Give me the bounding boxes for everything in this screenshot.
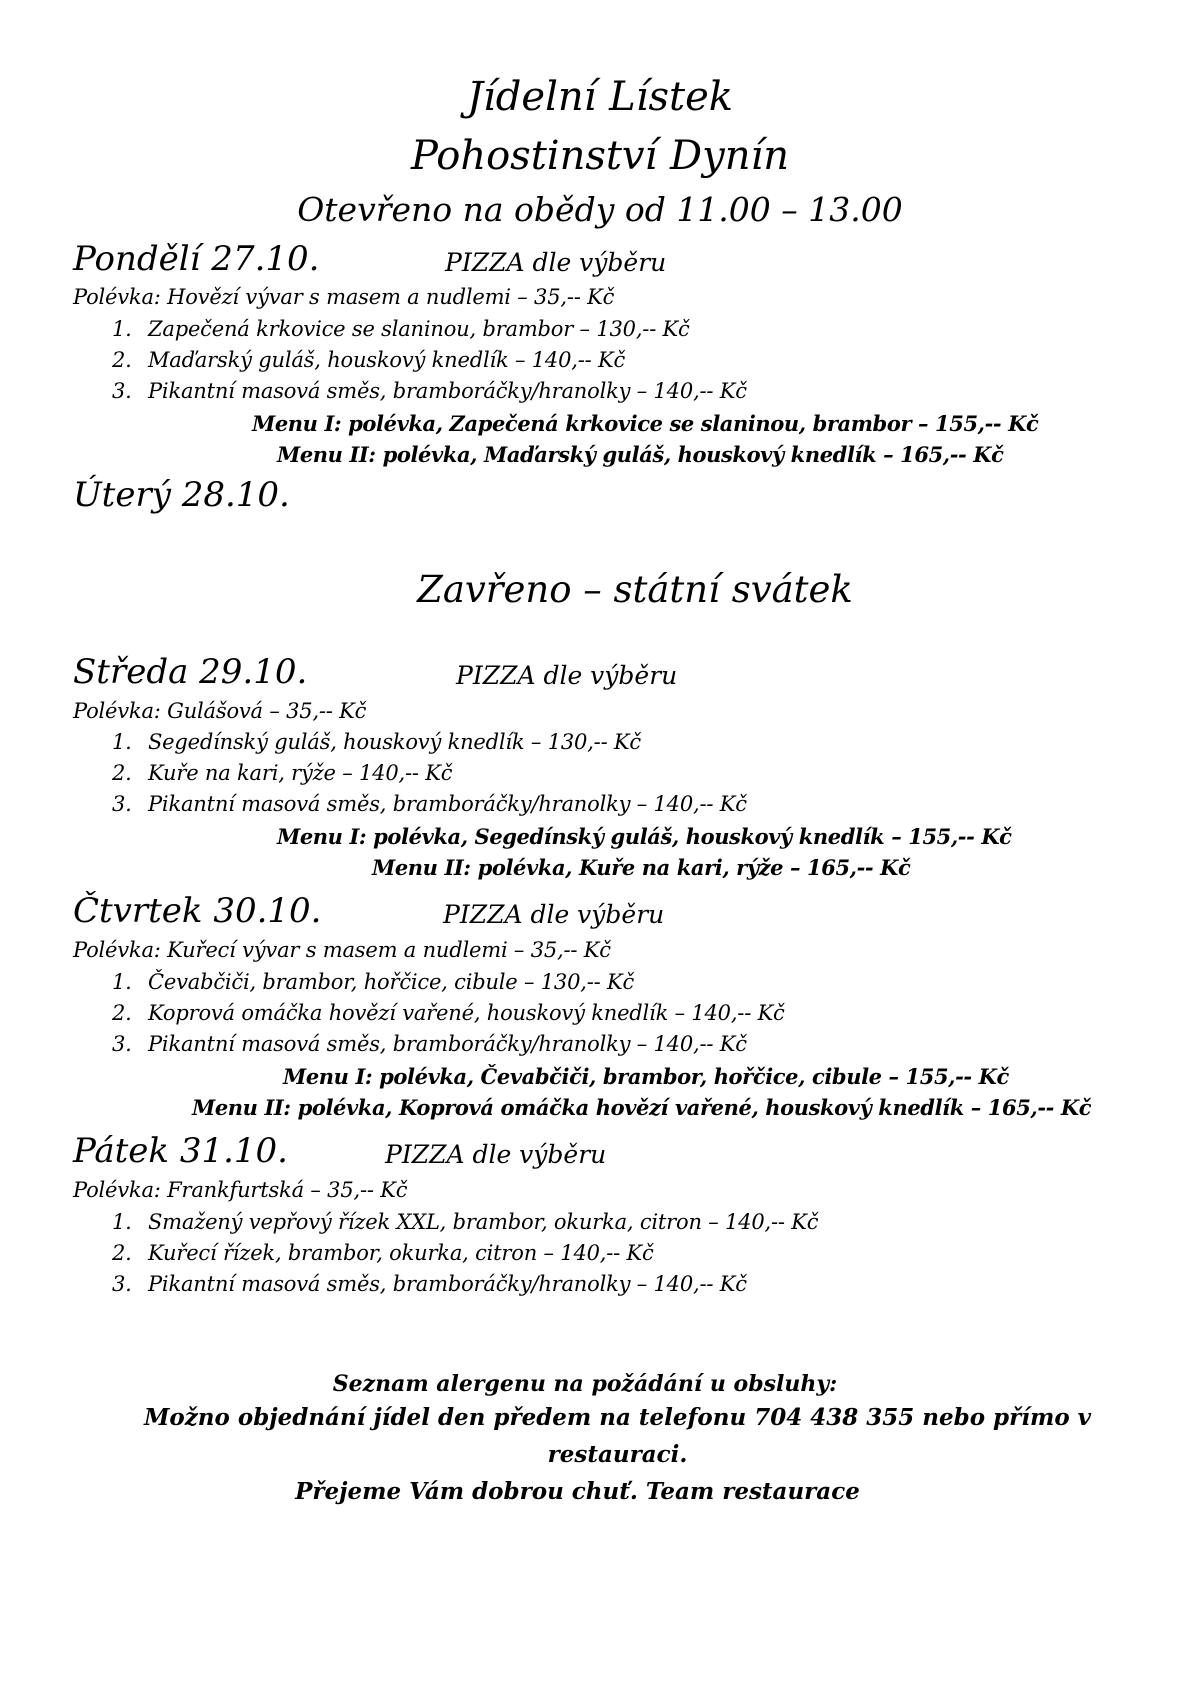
menu-offer: Menu II: polévka, Maďarský guláš, houskový knedlík – 165,-- Kč (277, 442, 1004, 467)
order-note-continued: restauraci. (547, 1441, 688, 1468)
order-note: Možno objednání jídel den předem na telefonu 704 438 355 nebo přímo v (143, 1404, 1092, 1431)
list-item: 3. Pikantní masová směs, bramboráčky/hranolky – 140,-- Kč (112, 379, 747, 403)
closed-notice: Zavřeno – státní svátek (417, 568, 853, 611)
closing-wish: Přejeme Vám dobrou chuť. Team restaurace (295, 1478, 860, 1505)
soup-line: Polévka: Frankfurtská – 35,-- Kč (73, 1178, 408, 1202)
menu-offer: Menu I: polévka, Zapečená krkovice se slaninou, brambor – 155,-- Kč (252, 411, 1039, 436)
list-item: 2. Maďarský guláš, houskový knedlík – 140,-- Kč (112, 348, 626, 372)
day-heading: Středa 29.10. (73, 652, 308, 692)
menu-title: Jídelní Lístek (466, 74, 734, 120)
day-heading: Pondělí 27.10. (73, 239, 320, 279)
pizza-note: PIZZA dle výběru (456, 661, 678, 690)
soup-line: Polévka: Gulášová – 35,-- Kč (73, 699, 367, 723)
menu-offer: Menu I: polévka, Segedínský guláš, houskový knedlík – 155,-- Kč (277, 824, 1012, 849)
restaurant-name: Pohostinství Dynín (410, 133, 790, 179)
list-item: 2. Koprová omáčka hovězí vařené, houskový knedlík – 140,-- Kč (112, 1001, 785, 1025)
menu-offer: Menu I: polévka, Čevabčiči, brambor, hořčice, cibule – 155,-- Kč (283, 1064, 1009, 1089)
soup-line: Polévka: Hovězí vývar s masem a nudlemi – 35,-- Kč (73, 285, 615, 309)
list-item: 1. Zapečená krkovice se slaninou, brambor – 130,-- Kč (112, 317, 690, 341)
list-item: 1. Čevabčiči, brambor, hořčice, cibule – 130,-- Kč (112, 970, 635, 994)
list-item: 3. Pikantní masová směs, bramboráčky/hranolky – 140,-- Kč (112, 792, 747, 816)
list-item: 1. Segedínský guláš, houskový knedlík – 130,-- Kč (112, 730, 641, 754)
allergen-note: Seznam alergenu na požádání u obsluhy: (332, 1371, 838, 1397)
list-item: 3. Pikantní masová směs, bramboráčky/hranolky – 140,-- Kč (112, 1032, 747, 1056)
soup-line: Polévka: Kuřecí vývar s masem a nudlemi – 35,-- Kč (73, 938, 611, 962)
list-item: 1. Smažený vepřový řízek XXL, brambor, okurka, citron – 140,-- Kč (112, 1210, 819, 1234)
list-item: 2. Kuřecí řízek, brambor, okurka, citron – 140,-- Kč (112, 1241, 654, 1265)
pizza-note: PIZZA dle výběru (385, 1140, 607, 1169)
pizza-note: PIZZA dle výběru (443, 900, 665, 929)
opening-hours: Otevřeno na obědy od 11.00 – 13.00 (297, 190, 903, 229)
list-item: 3. Pikantní masová směs, bramboráčky/hranolky – 140,-- Kč (112, 1272, 747, 1296)
menu-offer: Menu II: polévka, Kuře na kari, rýže – 165,-- Kč (372, 855, 911, 880)
day-heading: Úterý 28.10. (73, 475, 290, 515)
day-heading: Čtvrtek 30.10. (73, 891, 322, 931)
list-item: 2. Kuře na kari, rýže – 140,-- Kč (112, 761, 453, 785)
day-heading: Pátek 31.10. (73, 1131, 288, 1171)
menu-offer: Menu II: polévka, Koprová omáčka hovězí vařené, houskový knedlík – 165,-- Kč (192, 1095, 1092, 1120)
pizza-note: PIZZA dle výběru (445, 248, 667, 277)
